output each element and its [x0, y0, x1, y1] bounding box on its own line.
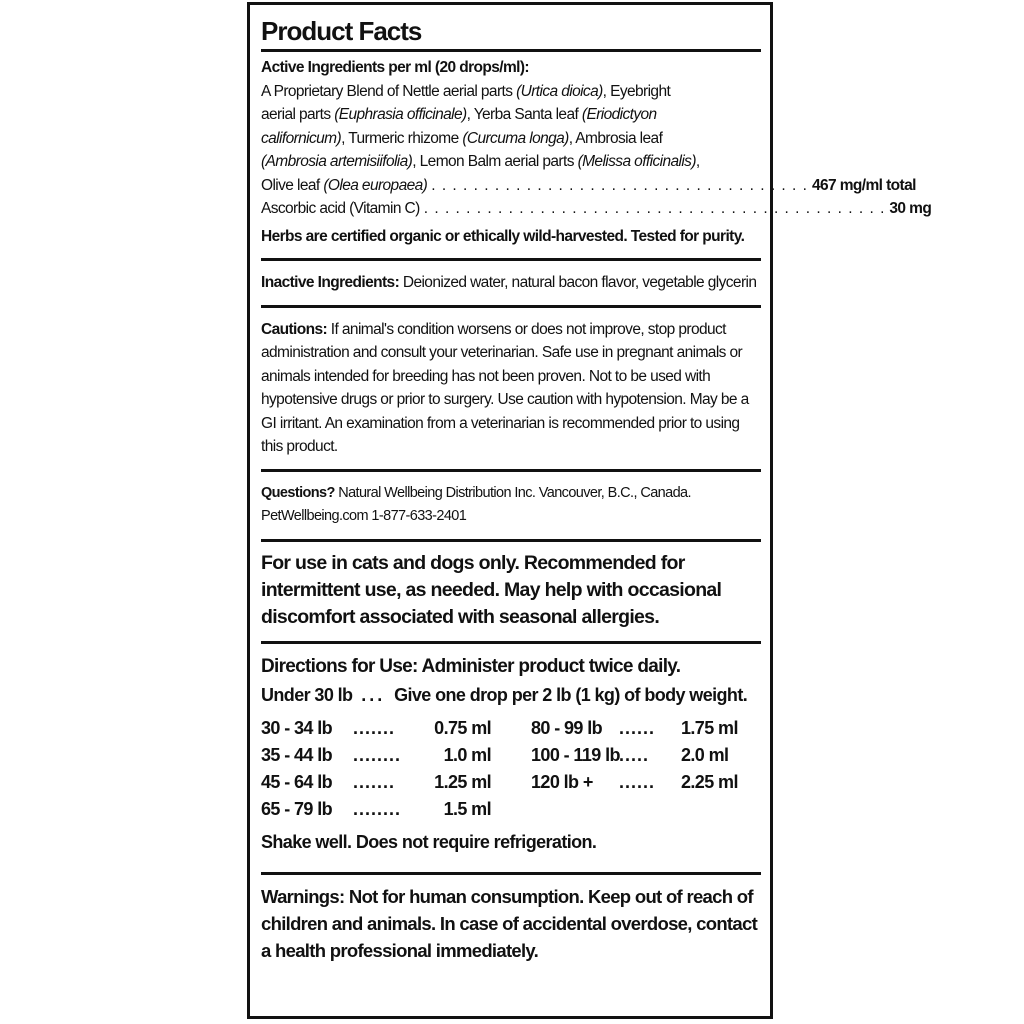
- use-statement: For use in cats and dogs only. Recommended for intermittent use, as needed. May help with occasional discomfort associated with seasonal allergies.: [261, 551, 722, 628]
- panel-title: Product Facts: [261, 16, 422, 46]
- active-line-2: aerial parts (Euphrasia officinale), Yerba Santa leaf (Eriodictyon: [261, 106, 657, 123]
- divider: [261, 641, 761, 644]
- active-ingredients-section: [261, 56, 932, 248]
- directions-section: [261, 652, 761, 856]
- directions-heading: Directions for Use: Administer product twice daily.: [261, 655, 681, 677]
- leader-dots: . . . . . . . . . . . . . . . . . . . . . . . . . . . . . . . . . . . .: [431, 176, 808, 194]
- shake-note: Shake well. Does not require refrigeration.: [261, 831, 597, 852]
- divider: [261, 469, 761, 472]
- dose-table: [261, 715, 761, 823]
- product-facts-panel: [247, 2, 932, 1019]
- divider: [261, 872, 761, 875]
- olive-value: 467 mg/ml total: [811, 176, 916, 194]
- divider: [261, 539, 761, 542]
- dose-row: 80 - 99 lb ...... 1.75 ml: [531, 717, 738, 738]
- dose-row: 45 - 64 lb ....... 1.25 ml: [261, 771, 491, 792]
- dose-row: 120 lb + ...... 2.25 ml: [531, 771, 738, 792]
- dose-row: 65 - 79 lb ........ 1.5 ml: [261, 798, 491, 819]
- dose-row: 100 - 119 lb ..... 2.0 ml: [531, 744, 729, 765]
- divider: [261, 305, 761, 308]
- questions: Questions? Natural Wellbeing Distribution Inc. Vancouver, B.C., Canada. PetWellbeing.com 1-877-633-2401: [261, 482, 761, 529]
- inactive-ingredients: Inactive Ingredients: Deionized water, natural bacon flavor, vegetable glycerin: [261, 274, 757, 291]
- dose-column-right: [531, 715, 761, 823]
- cautions: Cautions: If animal's condition worsens or does not improve, stop product administration and consult your veterinarian. Safe use in pregnant animals or animals intended for breeding has not been proven. Not to be used with hypotensive drugs or prior to surgery. Use caution with hypotension. May be a GI irritant. An examination from a veterinarian is recommended prior to using this product.: [261, 320, 749, 455]
- dose-row: 35 - 44 lb ........ 1.0 ml: [261, 744, 491, 765]
- olive-leaf-row: Olive leaf (Olea europaea) . . . . . . . . . . . . . . . . . . . . . . . . . . . . . . . . . . . . 467 mg/ml total: [261, 174, 761, 198]
- leader-dots: . . . . . . . . . . . . . . . . . . . . . . . . . . . . . . . . . . . . . . . . . . . .: [423, 200, 886, 217]
- active-line-4: (Ambrosia artemisiifolia), Lemon Balm aerial parts (Melissa officinalis),: [261, 153, 700, 170]
- certified-note: Herbs are certified organic or ethically wild-harvested. Tested for purity.: [261, 227, 745, 245]
- divider: [261, 258, 761, 261]
- warnings: Warnings: Not for human consumption. Keep out of reach of children and animals. In case of accidental overdose, contact a health professional immediately.: [261, 885, 758, 961]
- active-line-3: californicum), Turmeric rhizome (Curcuma longa), Ambrosia leaf: [261, 129, 663, 147]
- contact-line: PetWellbeing.com 1-877-633-2401: [261, 508, 467, 524]
- active-heading: Active Ingredients per ml (20 drops/ml):: [261, 59, 529, 76]
- ascorbic-row: Ascorbic acid (Vitamin C) . . . . . . . . . . . . . . . . . . . . . . . . . . . . . . . . . . . . . . . . . . . . 30 mg: [261, 197, 761, 221]
- dose-column-left: [261, 715, 531, 823]
- ascorbic-value: 30 mg: [889, 200, 932, 217]
- dose-row: 30 - 34 lb ....... 0.75 ml: [261, 717, 491, 738]
- under-30-row: Under 30 lb ... Give one drop per 2 lb (1 kg) of body weight.: [261, 684, 748, 705]
- active-line-1: A Proprietary Blend of Nettle aerial parts (Urtica dioica), Eyebright: [261, 82, 671, 100]
- title-rule: [261, 49, 761, 52]
